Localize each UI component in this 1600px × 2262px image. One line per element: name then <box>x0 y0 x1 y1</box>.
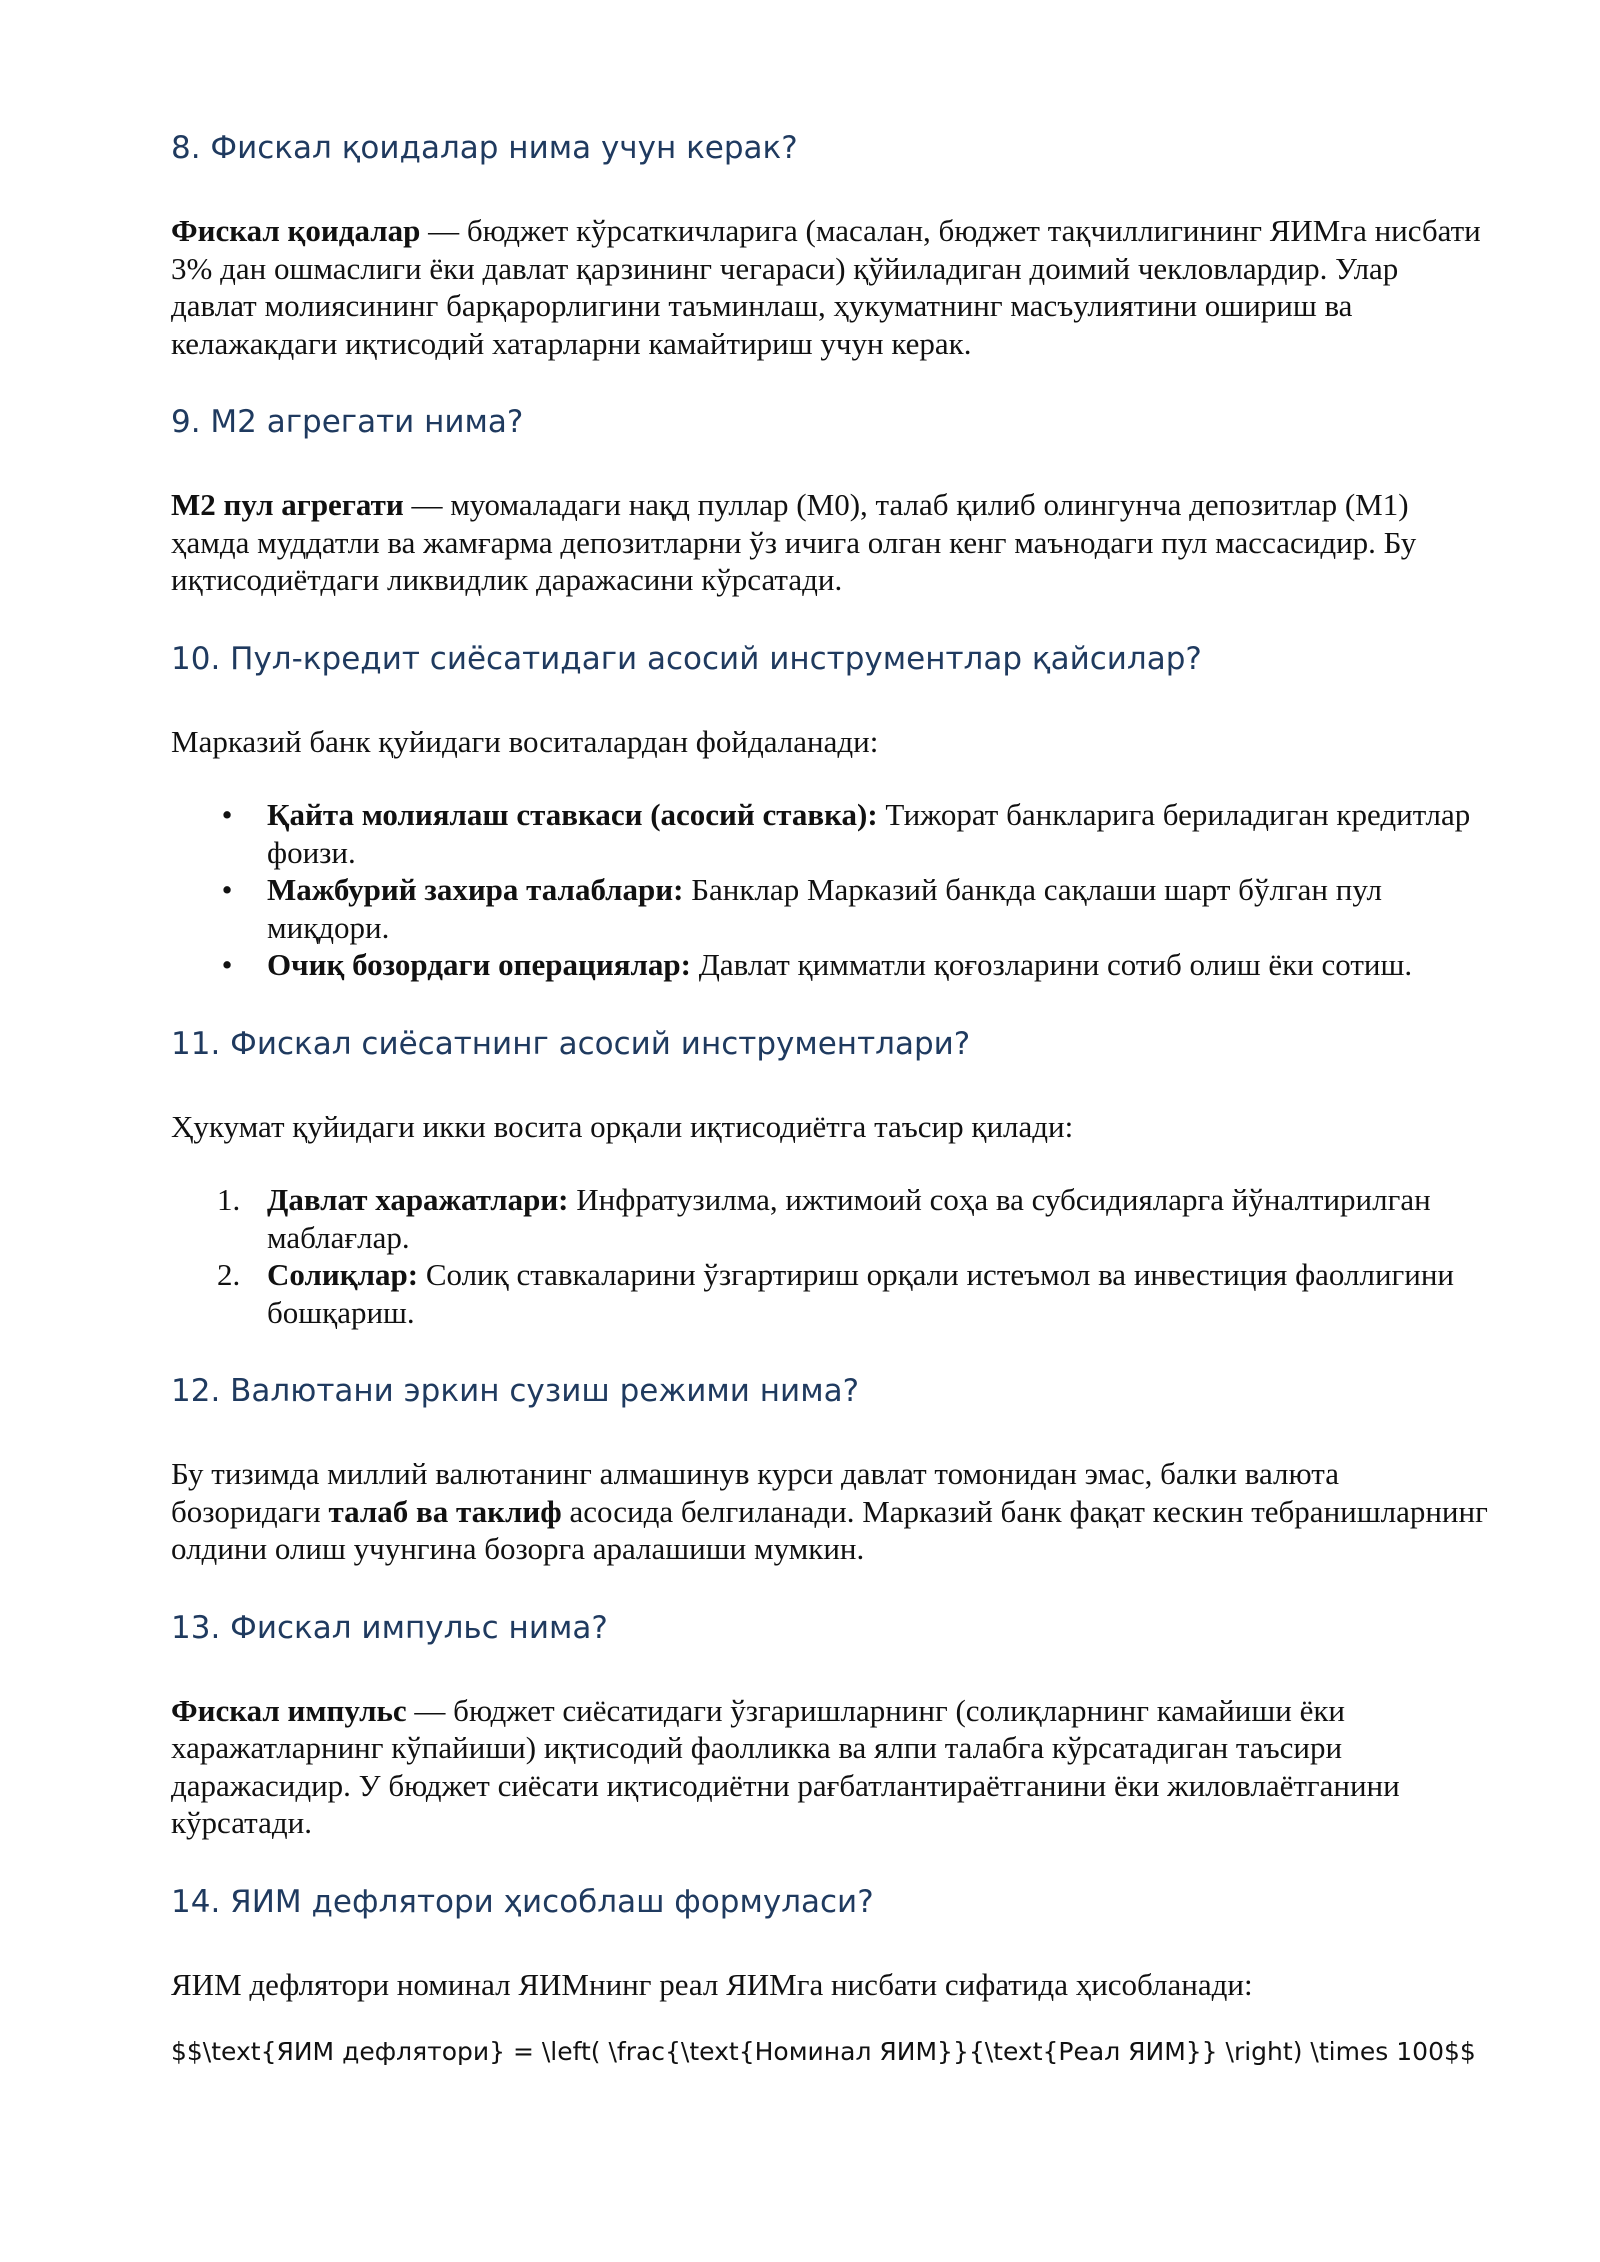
section-11-intro: Ҳукумат қуйидаги икки восита орқали иқтисодиётга таъсир қилади: <box>171 1108 1074 1144</box>
section-9-paragraph <box>171 486 1491 599</box>
section-8-heading: 8. Фискал қоидалар нима учун керак? <box>171 130 798 166</box>
section-13-paragraph <box>171 1692 1491 1842</box>
section-10-bullet-list <box>171 796 1491 984</box>
list-item-term: Солиқлар: <box>267 1257 419 1292</box>
bullet-marker: • <box>221 947 233 982</box>
list-item-text: Давлат қимматли қоғозларини сотиб олиш ёки сотиш. <box>690 947 1413 982</box>
list-item-text: Тижорат банкларига бериладиган кредитлар фоизи. <box>267 797 1471 870</box>
section-13-term: Фискал импульс <box>171 1692 407 1728</box>
list-item <box>171 871 1491 946</box>
list-number: 1. <box>217 1182 241 1217</box>
section-12-text-before: Бу тизимда миллий валютанинг алмашинув курси давлат томонидан эмас, балки валюта бозоридаги <box>171 1456 1339 1529</box>
section-13-text: — бюджет сиёсатидаги ўзгаришларнинг (солиқларнинг камайиши ёки харажатларнинг кўпайиши) иқтисодий фаолликка ва ялпи талабга кўрсатадиган таъсири даражасидир. У бюджет сиёсати иқтисодиётни рағбатлантираётганини ёки жиловлаётганини кўрсатади. <box>171 1692 1400 1840</box>
section-13-heading: 13. Фискал импульс нима? <box>171 1609 608 1646</box>
section-12-term: талаб ва таклиф <box>328 1493 562 1529</box>
gdp-deflator-formula: $$\text{ЯИМ дефлятори} = \left( \frac{\text{Номинал ЯИМ}}{\text{Реал ЯИМ}} \right) \times 100$$ <box>171 2037 1476 2066</box>
list-item-text: Банклар Марказий банкда сақлаши шарт бўлган пул миқдори. <box>267 872 1382 945</box>
list-item-text: Инфратузилма, ижтимоий соҳа ва субсидияларга йўналтирилган маблағлар. <box>267 1182 1431 1255</box>
section-10-heading: 10. Пул-кредит сиёсатидаги асосий инструментлар қайсилар? <box>171 640 1202 677</box>
section-9-heading: 9. M2 агрегати нима? <box>171 404 524 440</box>
list-number: 2. <box>217 1257 241 1292</box>
section-12-text: асосида белгиланади. Марказий банк фақат кескин тебранишларнинг олдини олиш учунгина бозорга аралашиши мумкин. <box>171 1493 1488 1566</box>
section-14-heading: 14. ЯИМ дефлятори ҳисоблаш формуласи? <box>171 1883 874 1920</box>
list-item-term: Мажбурий захира талаблари: <box>267 872 684 907</box>
list-item-term: Очиқ бозордаги операциялар: <box>267 947 691 982</box>
list-item-text: Солиқ ставкаларини ўзгартириш орқали истеъмол ва инвестиция фаоллигини бошқариш. <box>267 1257 1455 1330</box>
section-8-term: Фискал қоидалар <box>171 213 421 248</box>
bullet-marker: • <box>221 797 233 832</box>
section-9-text: — муомаладаги нақд пуллар (M0), талаб қилиб олингунча депозитлар (M1) ҳамда муддатли ва жамғарма депозитларни ўз ичига олган кенг маънодаги пул массасидир. Бу иқтисодиётдаги ликвидлик даражасини кўрсатади. <box>171 487 1417 597</box>
list-item-term: Қайта молиялаш ставкаси (асосий ставка): <box>267 797 878 832</box>
list-item <box>171 1181 1491 1256</box>
list-item <box>171 796 1491 871</box>
list-item-term: Давлат харажатлари: <box>267 1182 569 1217</box>
document-page <box>171 128 1491 2069</box>
section-10-intro: Марказий банк қуйидаги воситалардан фойдаланади: <box>171 723 879 759</box>
section-8-text: — бюджет кўрсаткичларига (масалан, бюджет тақчиллигининг ЯИМга нисбати 3% дан ошмаслиги ёки давлат қарзининг чегараси) қўйиладиган доимий чекловлардир. Улар давлат молиясининг барқарорлигини таъминлаш, ҳукуматнинг масъулиятини ошириш ва келажакдаги иқтисодий хатарларни камайтириш учун керак. <box>171 213 1481 361</box>
section-12-heading: 12. Валютани эркин сузиш режими нима? <box>171 1373 860 1409</box>
section-11-numbered-list <box>171 1181 1491 1331</box>
bullet-marker: • <box>221 872 233 907</box>
section-14-intro: ЯИМ дефлятори номинал ЯИМнинг реал ЯИМга нисбати сифатида ҳисобланади: <box>171 1966 1253 2002</box>
list-item <box>171 1256 1491 1331</box>
section-12-paragraph <box>171 1455 1491 1568</box>
section-11-heading: 11. Фискал сиёсатнинг асосий инструментлари? <box>171 1025 971 1062</box>
list-item <box>171 946 1491 984</box>
section-9-term: M2 пул агрегати <box>171 487 404 522</box>
section-8-paragraph <box>171 212 1491 362</box>
